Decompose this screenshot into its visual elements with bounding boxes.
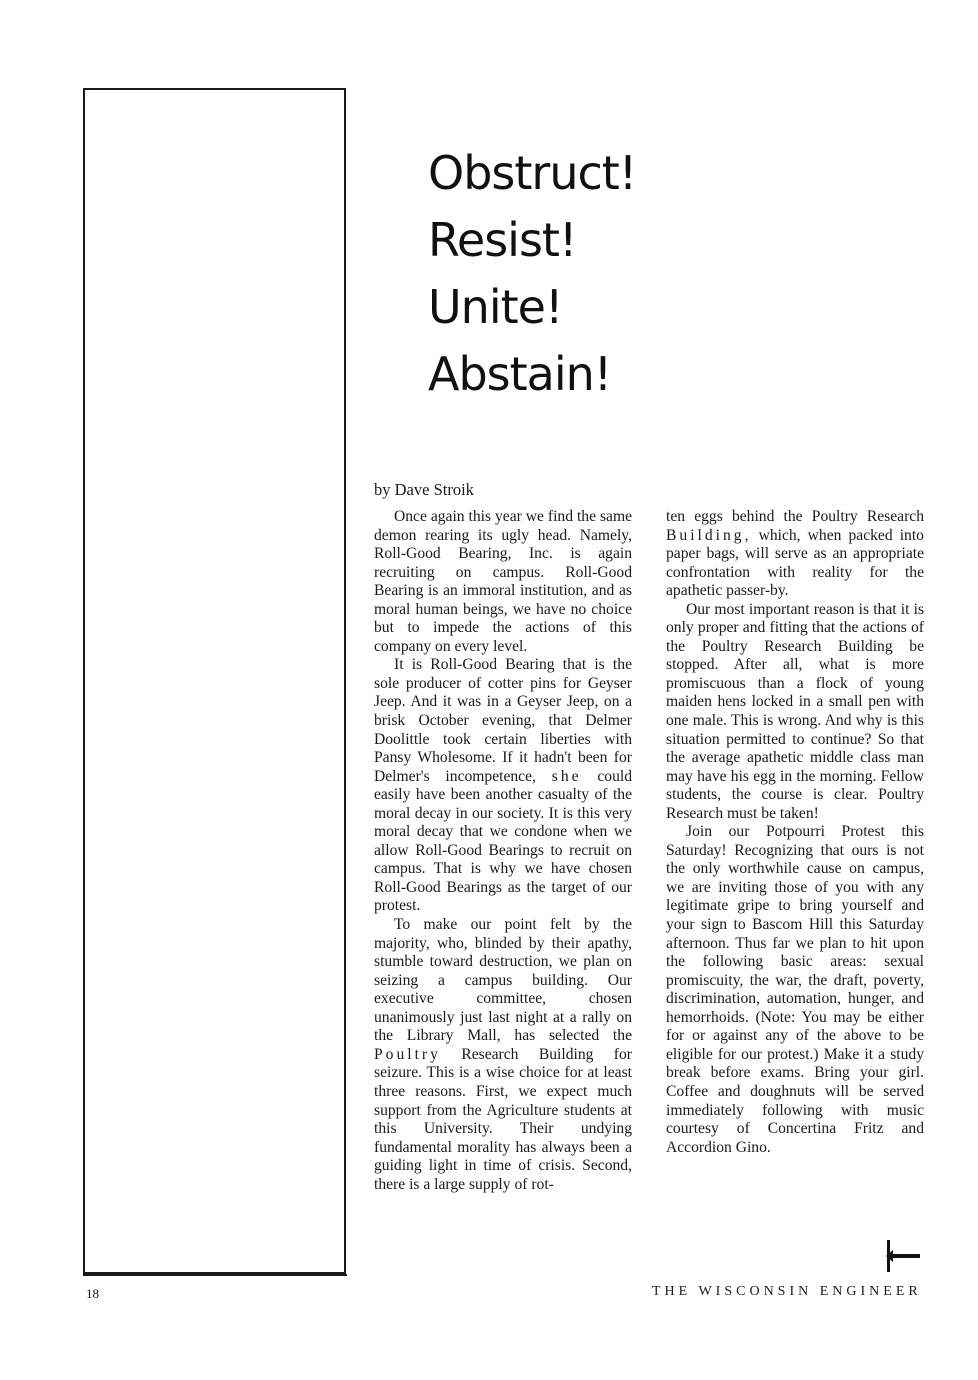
article-column-right: [666, 508, 924, 1157]
paragraph-text: could easily have been another casualty of the moral decay in our society. It is this very moral decay that we condone when we allow Roll-Good Bearings to recruit on campus. That is why we have chosen Roll-Good Bearings as the target of our protest.: [374, 767, 633, 915]
paragraph: [374, 656, 632, 916]
paragraph-text: To make our point felt by the majority, who, blinded by their apathy, stumble toward destruction, we plan on seizing a campus building. Our executive committee, chosen unanimously just last night at a rally on the Library Mall, has selected the: [374, 916, 632, 1045]
emphasis-text: she: [551, 767, 582, 785]
emphasis-text: Poultry: [374, 1045, 441, 1063]
emphasis-text: Building,: [666, 526, 752, 544]
paragraph-text: which, when packed into paper bags, will serve as an appropriate confrontation with reality for the apathetic passer-by.: [666, 526, 924, 600]
paragraph-text: It is Roll-Good Bearing that is the sole producer of cotter pins for Geyser Jeep. And it was in a Geyser Jeep, on a brisk October evening, that Delmer Doolittle took certain liberties with Pansy Wholesome. If it hadn't been for Delmer's incompetence,: [374, 656, 632, 785]
paragraph: Join our Potpourri Protest this Saturday! Recognizing that ours is not the only worthwhile cause on campus, we are inviting those of you with any legitimate gripe to bring yourself and your sign to Bascom Hill this Saturday afternoon. Thus far we plan to hit upon the following basic areas: sexual promiscuity, the war, the draft, poverty, discrimination, automation, hunger, and hemorrhoids. (Note: You may be either for or against any of the above to be eligible for our protest.) Make it a study break before exams. Bring your girl. Coffee and doughnuts will be served immediately following with music courtesy of Concertina Fritz and Accordion Gino.: [666, 823, 924, 1156]
paragraph: Once again this year we find the same demon rearing its ugly head. Namely, Roll-Good Bearing, Inc. is again recruiting on campus. Roll-Good Bearing is an immoral institution, and as moral human beings, we have no choice but to impede the actions of this company on every level.: [374, 508, 632, 655]
byline: by Dave Stroik: [374, 480, 474, 499]
article-column-left: [374, 508, 632, 1194]
frame-base-rule: [83, 1274, 347, 1276]
end-of-article-icon: [884, 1236, 924, 1276]
paragraph-text: Research Building for seizure. This is a wise choice for at least three reasons. First, we expect much support from the Agriculture students at this University. Their undying fundamental morality has always been a guiding light in time of crisis. Second, there is a large supply of rot-: [374, 1045, 632, 1193]
paragraph: [374, 916, 632, 1194]
headline-line-1: Obstruct!: [428, 146, 637, 200]
paragraph-text: ten eggs behind the Poultry Research: [666, 508, 924, 525]
magazine-name: THE WISCONSIN ENGINEER: [652, 1284, 922, 1299]
headline: [428, 140, 908, 408]
paragraph: [666, 508, 924, 601]
illustration-frame: [83, 88, 346, 1274]
headline-line-4: Abstain!: [428, 347, 612, 401]
headline-line-2: Resist!: [428, 213, 577, 267]
paragraph: Our most important reason is that it is only proper and fitting that the actions of the Poultry Research Building be stopped. After all, what is more promiscuous than a flock of young maiden hens locked in a small pen with one male. This is wrong. And why is this situation permitted to continue? So that the average apathetic middle class man may have his egg in the morning. Fellow students, the course is clear. Poultry Research must be taken!: [666, 600, 924, 822]
page-number: 18: [86, 1286, 99, 1301]
headline-line-3: Unite!: [428, 280, 563, 334]
